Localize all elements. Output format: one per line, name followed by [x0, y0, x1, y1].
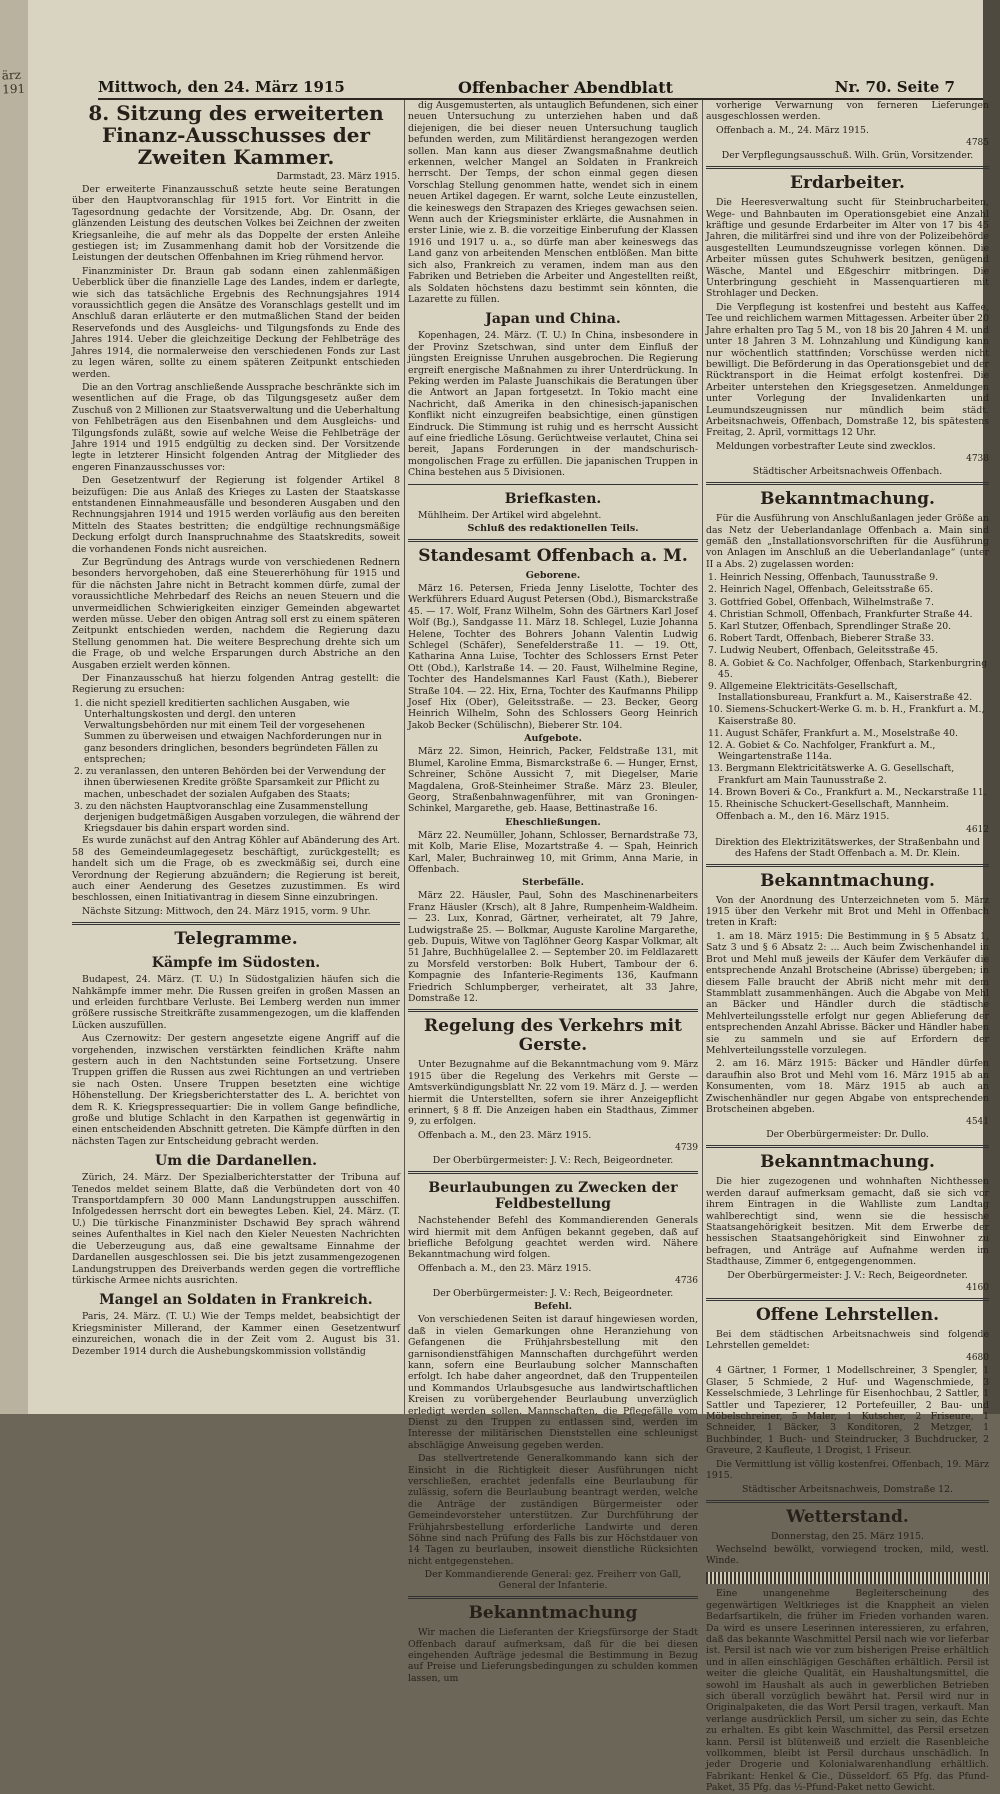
col1-p2: Finanzminister Dr. Braun gab sodann einen zahlenmäßigen Ueberblick über die finanzielle Lage des Landes, indem er darlegte, wie sich das tatsächliche Ergebnis des Rechnungsjahres 1914 voraussichtlich gegen die Ansätze des Voranschlags gestellt und im Anschluß daran erläuterte er den mutmaßlichen Stand der beiden Reservefonds und des Ausgleichs- und Tilgungsfonds zu Ende des Jahres 1914. Ueber die gleichzeitige Deckung der Fehlbeträge des Jahres 1914, die normalerweise den verschiedenen Fonds zur Last zu legen wären, sollte zu einem späteren Zeitpunkt entschieden werden.	[72, 265, 400, 380]
col3-s3: Städtischer Arbeitsnachweis Offenbach.	[752, 466, 943, 478]
briefkasten-title: Briefkasten.	[504, 490, 602, 507]
firm-item: 7. Ludwig Neubert, Offenbach, Geleitsstraße 45.	[708, 645, 939, 657]
col3-rule6	[706, 1500, 989, 1503]
befehl-label: Befehl.	[533, 1301, 573, 1313]
col3-n7: 4680	[966, 1353, 989, 1364]
col2-n7: 4739	[675, 1143, 698, 1154]
firm-item: 8. A. Gobiet & Co. Nachfolger, Offenbach, Starkenburgring 45.	[708, 657, 988, 680]
col1-p3: Die an den Vortrag anschließende Aussprache beschränkte sich im wesentlichen auf die Frage, ob das Tilgungsgesetz außer dem Zuschuß von 2 Millionen zur Staatsverwaltung und die Ueberhaltung von Fehlbeträgen aus den Eisenbahnen und dem Ausgleichs- und Tilgungsfonds zuläßt, sowie auf welche Weise die Fehlbeträge der Jahre 1914 und 1915 endgültig zu decken sind. Der Vorsitzende legte in letzterer Hinsicht folgenden Antrag der Mitglieder des engeren Finanzausschusses vor:	[72, 381, 400, 473]
header-page: Nr. 70. Seite 7	[834, 78, 955, 96]
col3-p1: vorherige Verwarnung von ferneren Lieferungen ausgeschlossen werden.	[706, 100, 989, 123]
briefkasten-text: Mühlheim. Der Artikel wird abgelehnt.	[418, 509, 602, 521]
column-1	[68, 100, 405, 1414]
standesamt-title: Standesamt Offenbach a. M.	[418, 546, 688, 566]
col2-rule3	[408, 1009, 698, 1012]
col3-rule4	[706, 1145, 989, 1148]
col3-n6: 4160	[966, 1282, 989, 1293]
col2-n8: 4736	[675, 1276, 698, 1287]
col1-p4: Den Gesetzentwurf der Regierung ist folgender Artikel 8 beizufügen: Die aus Anlaß des Krieges zu Lasten der Staatskasse entstandenen Einnahmeausfälle und besonderen Ausgaben und den Rechnungsjahren 1914 und 1915 werden vorläufig aus den bereiten Mitteln des Staates bestritten; die endgültige rechnungsmäßige Deckung erfolgt durch Inanspruchnahme des Staatskredits, soweit die vorhandenen Fonds nicht ausreichen.	[72, 475, 400, 555]
decorative-stripe	[706, 1572, 989, 1584]
col3-p7: Bei dem städtischen Arbeitsnachweis sind folgende Lehrstellen gemeldet:	[706, 1328, 989, 1352]
col3-n4: 4612	[966, 824, 989, 835]
firm-item: 1. Heinrich Nessing, Offenbach, Taunusstraße 9.	[708, 572, 939, 584]
col3-s5: Der Oberbürgermeister: Dr. Dullo.	[766, 1129, 929, 1141]
firm-item: 14. Brown Boveri & Co., Frankfurt a. M., Neckarstraße 11.	[708, 786, 987, 798]
col1-p12: Paris, 24. März. (T. U.) Wie der Temps meldet, beabsichtigt der Kriegsminister Millerand, der Kammer einen Gesetzentwurf einzureichen, wonach die in der Zeit vom 2. August bis 31. Dezember 1914 durch die Aushebungskommission vollständig	[72, 1311, 400, 1357]
firm-item: 5. Karl Stutzer, Offenbach, Sprendlinger Straße 20.	[708, 621, 952, 632]
col2-p5: März 22. Neumüller, Johann, Schlosser, Bernardstraße 73, mit Kolb, Marie Elise, Mozartstraße 4. — Spah, Heinrich Karl, Maler, Buchrainweg 10, mit Grimm, Anna Marie, in Offenbach.	[408, 829, 698, 875]
col1-rule	[72, 922, 400, 925]
col1-li1: 1. die nicht speziell kreditierten sachlichen Ausgaben, wie Unterhaltungskosten und dergl. den unteren Verwaltungsbehörden nur mit einem Teil der vorgesehenen Summen zu überweisen und etwaigen Nachforderungen nur in ganz besonders dringlichen, besonders begründeten Fällen zu entsprechen;	[74, 697, 382, 765]
col1-p8: Nächste Sitzung: Mittwoch, den 24. März 1915, vorm. 9 Uhr.	[82, 905, 371, 917]
japan-title: Japan und China.	[485, 311, 621, 328]
col3-s7: Städtischer Arbeitsnachweis, Domstraße 12.	[742, 1483, 953, 1495]
col1-dateline: Darmstadt, 23. März 1915.	[276, 172, 400, 182]
col2-p10b: Der Kommandierende General: gez. Freiherr von Gall, General der Infanterie.	[424, 1569, 682, 1592]
edge-text: ärz 191	[1, 67, 26, 97]
col1-p5: Zur Begründung des Antrags wurde von verschiedenen Rednern besonders hervorgehoben, daß eine Steuererhöhung für 1915 und für die nächsten Jahre nicht in Betracht kommen dürfe, zumal der voraussichtliche Mehrbedarf des Reichs an neuen Steuern und die unvermeidlichen Schwierigkeiten einziger Gemeinden abgewartet werden müsse. Ueber den obigen Antrag soll erst zu einem späteren Zeitpunkt entschieden werden, nachdem die Regierung dazu Stellung genommen hat. Die weitere Besprechung drehte sich um die Frage, ob und welche Ersparungen durch Abstriche an den Ausgaben erzielt werden können.	[72, 557, 400, 671]
col2-p8: Nachstehender Befehl des Kommandierenden Generals wird hiermit mit dem Anfügen bekannt gegeben, daß auf briefliche Befolgung geachtet werden wird. Nähere Bekanntmachung wird folgen.	[408, 1215, 698, 1261]
col2-p9: Von verschiedenen Seiten ist darauf hingewiesen worden, daß in vielen Gemarkungen ohne Heranziehung von Gefangenen die Frühjahrsbestellung mit den garnisondienstfähigen Mannschaften durchgeführt werden kann, sofern eine Beurlaubung solcher Mannschaften erfolgt. Ich habe daher angeordnet, daß den Truppenteilen und Kommandos Urlaubsgesuche aus landwirtschaftlichen Kreisen zu vorübergehender Beurlaubung unverzüglich erledigt werden sollen. Mannschaften, die Pflegefälle vom Dienst zu den Truppen zu entlassen sind, werden im Interesse der militärischen Dienststellen eine schleunigst abschlägige Anweisung gegeben werden.	[408, 1314, 698, 1451]
col2-rule1	[408, 484, 698, 485]
erdarbeiter-title: Erdarbeiter.	[790, 173, 905, 194]
kaempfe-title: Kämpfe im Südosten.	[151, 955, 321, 972]
col2-p6: März 22. Häusler, Paul, Sohn des Maschinenarbeiters Franz Häusler (Krsch), alt 8 Jahre, Rumpenheim-Waldheim. — 23. Lux, Konrad, Gärtner, verheiratet, alt 79 Jahre, Ludwigstraße 25. — Bolkmar, Auguste Karoline Margarethe, geb. Dupuis, Witwe von Taglöhner Georg Kaspar Volkmar, alt 51 Jahre, Buchhügelallee 2. — September 20. im Feldlazarett zu Morsfeld verstorben: Bolk Hubert, Tambour der 6. Kompagnie des Infanterie-Regiments 136, Kaufmann Friedrich Schlumpberger, verheiratet, alt 33 Jahre, Domstraße 12.	[408, 890, 698, 1004]
col2-p1: dig Ausgemusterten, als untauglich Befundenen, sich einer neuen Untersuchung zu unterziehen haben und daß diejenigen, die bei dieser neuen Untersuchung tauglich befunden werden, zum Militärdienst herangezogen werden sollen. Man kann aus dieser Zwangsmaßnahme deutlich erkennen, welcher Mangel an Soldaten in Frankreich herrscht. Der Temps, der schon einmal gegen diesen Vorschlag Stellung genommen hatte, wendet sich in einem neuen Artikel dagegen. Er warnt, solche Leute einzustellen, die keineswegs den Strapazen des Krieges gewachsen seien. Wenn auch der Kriegsminister erklärte, die Ausnahmen in erster Linie, wie z. B. die vorzeitige Einberufung der Klassen 1916 und 1917 u. a., so dürfe man aber keineswegs das Land ganz von arbeitenden Menschen entblößen. Man bitte sich also, Frankreich zu veramen, indem man aus den Fabriken und Betrieben die Arbeiter und Angestellten reißt, als Soldaten höchstens dazu bestimmt sein könnten, die Lazarette zu füllen.	[408, 100, 698, 305]
col3-p2: Die Heeresverwaltung sucht für Steinbrucharbeiten, Wege- und Bahnbauten im Operationsgebiet eine Anzahl kräftige und gesunde Erdarbeiter im Alter von 17 bis 45 Jahren, die militärfrei sind und ihre von der Polizeibehörde ausgestellten Leumundszeugnisse vorlegen können. Die Arbeiter müssen gutes Schuhwerk besitzen, genügend Wäsche, Mantel und Eßgeschirr mitbringen. Die Unterbringung geschieht in Massenquartieren mit Strohlager und Decken.	[706, 197, 989, 300]
col2-s8: Der Oberbürgermeister: J. V.: Rech, Beigeordneter.	[432, 1288, 674, 1300]
col1-li2: 2. zu veranlassen, den unteren Behörden bei der Verwendung der ihnen überwiesenen Kredite größte Sparsamkeit zur Pflicht zu machen, unbeschadet der sozialen Aufgaben des Staats;	[74, 766, 386, 800]
beurlaubungen-title: Beurlaubungen zu Zwecken der Feldbestellung	[428, 1180, 678, 1213]
firm-item: 4. Christian Schmoll, Offenbach, Frankfurter Straße 44.	[708, 608, 973, 620]
aufgebote-label: Aufgebote.	[524, 733, 582, 745]
firm-item: 15. Rheinische Schuckert-Gesellschaft, Mannheim.	[708, 799, 949, 811]
col3-n3: 4738	[966, 454, 989, 465]
col3-p7b: 4 Gärtner, 1 Former, 1 Modellschreiner, 3 Spengler, 1 Glaser, 5 Schmiede, 2 Huf- und Wagenschmiede, 3 Kesselschmiede, 3 Lehrlinge für Eisenhochbau, 2 Sattler, 1 Sattler und Tapezierer, 12 Portefeuiller, 2 Bau- und Möbelschreiner, 5 Maler, 1 Kutscher, 2 Friseure, 1 Schneider, 1 Bäcker, 3 Konditoren, 2 Metzger, 1 Buchbinder, 1 Buch- und Steindrucker, 3 Buchdrucker, 2 Graveure, 2 Kaufleute, 1 Drogist, 1 Friseur.	[706, 1365, 989, 1457]
col3-rule5	[706, 1298, 989, 1301]
col3-p3: Die Verpflegung ist kostenfrei und besteht aus Kaffee, Tee und reichlichem warmen Mittagessen. Arbeiter über 20 Jahre erhalten pro Tag 5 M., von 18 bis 20 Jahren 4 M. und unter 18 Jahren 3 M. Lohnzahlung und Kündigung kann nur wöchentlich stattfinden; Vorschüsse werden nicht bewilligt. Die Beförderung in das Operationsgebiet und der Rücktransport in die Heimat erfolgt kostenfrei. Die Arbeiter unterstehen den Kriegsgesetzen. Anmeldungen unter Vorlegung der Invalidenkarten und Leumundszeugnissen nur mündlich beim städt. Arbeitsnachweis, Offenbach, Domstraße 12, bis spätestens Freitag, 2. April, vormittags 12 Uhr.	[706, 301, 989, 439]
previous-page-edge	[0, 0, 29, 1414]
col2-rule4	[408, 1171, 698, 1174]
col2-p7b: Offenbach a. M., den 23. März 1915.	[418, 1129, 592, 1141]
col1-p9: Budapest, 24. März. (T. U.) In Südostgalizien häufen sich die Nahkämpfe immer mehr. Die Russen greifen in großen Massen an und erleiden furchtbare Verluste. Bei Lemberg werden nun immer größere russische Streitkräfte zusammengezogen, um die klaffenden Lücken auszufüllen.	[72, 974, 400, 1031]
header-date: Mittwoch, den 24. März 1915	[98, 78, 345, 96]
gerste-title: Regelung des Verkehrs mit Gerste.	[424, 1016, 682, 1056]
col3-p8: Eine unangenehme Begleiterscheinung des gegenwärtigen Weltkrieges ist die Knappheit an vielen Bedarfsartikeln, die früher im Frieden vorhanden waren. Da wird es unsere Leserinnen interessieren, zu erfahren, daß das bekannte Waschmittel Persil nach wie vor lieferbar ist. Persil ist nach wie vor zum bisherigen Preise erhältlich und in allen einschlägigen Geschäften erhältlich. Persil ist weiter die gleiche Qualität, ein Haushaltungsmittel, die sowohl im Haushalt als auch in gewerblichen Betrieben sich überall vorzüglich bewährt hat. Persil wird nur in Originalpaketen, die das Wort Persil tragen, verkauft. Man verlange ausdrücklich Persil, um sicher zu sein, das Echte zu erhalten. Es gibt kein Waschmittel, das Persil ersetzen kann. Persil ist blütenweiß und erzielt die Rasenbleiche vollkommen, bleibt ist Persil durchaus unschädlich. In jeder Drogerie und Kolonialwarenhandlung erhältlich. Fabrikant: Henkel & Cie., Düsseldorf. 65 Pfg. das Pfund-Paket, 35 Pfg. das ½-Pfund-Paket netto Gewicht.	[706, 1588, 989, 1794]
wetter-text: Wechselnd bewölkt, vorwiegend trocken, mild, westl. Winde.	[706, 1543, 989, 1566]
col2-p8b: Offenbach a. M., den 23. März 1915.	[418, 1262, 592, 1274]
col2-p4: März 22. Simon, Heinrich, Packer, Feldstraße 131, mit Blumel, Karoline Emma, Bismarckstraße 6. — Hunger, Ernst, Schreiner, Schöne Aussicht 7, mit Diegelser, Marie Magdalena, Groß-Steinheimer Straße. März 23. Bleuler, Georg, Straßenbahnwagenführer, mit van Groningen-Schinkel, Margarethe, geb. Haase, Bettinastraße 16.	[408, 746, 698, 815]
col3-p5c: 2. am 16. März 1915: Bäcker und Händler dürfen daraufhin also Brot und Mehl vom 16. März 1915 ab an Konsumenten, vom 18. März 1915 ab auch an Zwischenhändler nur gegen Abgabe von entsprechenden Brotscheinen abgeben.	[706, 1058, 989, 1115]
col2-p2: Kopenhagen, 24. März. (T. U.) In China, insbesondere in der Provinz Szetschwan, sind unter dem Einfluß der jüngsten Ereignisse Unruhen ausgebrochen. Die Regierung ergreift energische Maßnahmen zu ihrer Unterdrückung. In Peking werden im Palaste Juanschikais die Beratungen über die Antwort an Japan fortgesetzt. In Tokio macht eine Nachricht, daß Amerika in den chinesisch-japanischen Konflikt nicht einzugreifen beabsichtige, einen günstigen Eindruck. Die Stimmung ist ruhig und es herrscht Aussicht auf eine friedliche Lösung. Gerüchtweise verlautet, China sei bereit, Japans Forderungen in der mandschurisch-mongolischen Frage zu erfüllen. Die japanischen Truppen in China bestehen aus 5 Divisionen.	[408, 330, 698, 479]
col3-rule1	[706, 166, 989, 169]
bekanntmachung-2-title: Bekanntmachung.	[760, 870, 935, 891]
col2-rule2	[408, 539, 698, 542]
col3-n1: 4785	[966, 138, 989, 149]
col3-p4: Für die Ausführung von Anschlußanlagen jeder Größe an das Netz der Ueberlandanlage Offenbach a. Main sind gemäß den „Installationsvorschriften für die Ausführung von Anlagen im Anschluß an die Ueberlandanlage“ (unter II a Abs. 2) zugelassen worden:	[706, 513, 989, 570]
col2-bek-title: Bekanntmachung	[468, 1603, 638, 1624]
lehrstellen-title: Offene Lehrstellen.	[755, 1304, 939, 1325]
newspaper-page	[28, 0, 989, 1794]
col2-p3: März 16. Petersen, Frieda Jenny Liselotte, Tochter des Werkführers Eduard August Petersen (Obd.), Bismarckstraße 45. — 17. Wolf, Franz Wilhelm, Sohn des Gärtners Karl Josef Wolf (Bg.), Sandgasse 11. März 18. Schlegel, Luzie Johanna Helene, Tochter des Bohrers Johann Valentin Ludwig Schlegel (Schäfer), Senefelderstraße 11. — 19. Ott, Katharina Anna Luise, Tochter des Schlossers Ernst Peter Ott (Obd.), Karlstraße 14. — 20. Faust, Wilhelmine Regine, Tochter des Handelsmannes Karl Faust (Kath.), Bieberer Straße 104. — 22. Hix, Erna, Tochter des Kaufmanns Philipp Josef Hix (Ober), Geleitsstraße. — 23. Becker, Georg Heinrich Wilhelm, Sohn des Schlossers Georg Heinrich Jakob Becker (Schülischn), Bieberer Str. 104.	[408, 583, 698, 731]
column-2	[404, 100, 703, 1684]
sterbefaelle-label: Sterbefälle.	[522, 877, 584, 889]
firm-item: 11. August Schäfer, Frankfurt a. M., Moselstraße 40.	[708, 727, 958, 739]
col3-s6: Der Oberbürgermeister: J. V.: Rech, Beigeordneter.	[727, 1269, 968, 1281]
col1-p7: Es wurde zunächst auf den Antrag Köhler auf Abänderung des Art. 58 des Gemeindeumlagegesetz beschäftigt, zurückgestellt; es handelt sich um die Frage, ob es zweckmäßig sei, durch eine Verordnung der Regierung abzuändern; die Regierung ist bereit, auch einer Aenderung des Gesetzes zuzustimmen. Es wird beschlossen, einen Initiativantrag in diesem Sinne einzubringen.	[72, 835, 400, 904]
firm-item: 3. Gottfried Gobel, Offenbach, Wilhelmstraße 7.	[708, 596, 934, 608]
header-title: Offenbacher Abendblatt	[458, 78, 674, 97]
geborene-label: Geborene.	[525, 570, 581, 581]
firm-item: 12. A. Gobiet & Co. Nachfolger, Frankfurt a. M., Weingartenstraße 114a.	[708, 740, 936, 763]
col1-p6: Der Finanzausschuß hat hierzu folgenden Antrag gestellt: die Regierung zu ersuchen:	[72, 673, 400, 696]
firm-item: 6. Robert Tardt, Offenbach, Bieberer Straße 33.	[708, 633, 935, 645]
eheschliessungen-label: Eheschließungen.	[505, 816, 601, 828]
col3-p7c: Die Vermittlung ist völlig kostenfrei. Offenbach, 19. März 1915.	[706, 1458, 989, 1482]
col3-p6: Die hier zugezogenen und wohnhaften Nichthessen werden darauf aufmerksam gemacht, daß sie sich vor ihrem Eintragen in die Wahlliste zum Landtag wahlberechtigt sind, wenn sie die hessische Staatsangehörigkeit besitzen. Mit dem Erwerbe der hessischen Staatsangehörigkeit sind Einwohner zu befragen, und Anträge auf Aufnahme werden im Stadthause, Zimmer 6, entgegengenommen.	[706, 1176, 989, 1268]
col2-p10: Das stellvertretende Generalkommando kann sich der Einsicht in die Richtigkeit dieser Ausführungen nicht verschließen, erachtet jedenfalls eine Beurlaubung für zulässig, sofern die Beurlaubung beantragt werden, welche die Anträge der zuständigen Bürgermeister oder Gemeindevorsteher unterstützen. Zur Durchführung der Frühjahrsbestellung erforderliche Landwirte und deren Söhne sind nach Prüfung des Falls bis zur Höchstdauer von 14 Tagen zu beurlauben, insoweit dienstliche Rücksichten nicht entgegenstehen.	[408, 1453, 698, 1567]
schluss-text: Schluß des redaktionellen Teils.	[467, 523, 639, 534]
bekanntmachung-1-title: Bekanntmachung.	[760, 489, 935, 510]
column-3	[700, 100, 995, 1794]
col3-n5: 4541	[966, 1117, 989, 1128]
firm-list	[706, 572, 989, 810]
col3-rule3	[706, 864, 989, 867]
firm-item: 10. Siemens-Schuckert-Werke G. m. b. H., Frankfurt a. M., Kaiserstraße 80.	[708, 704, 985, 727]
col1-li3: 3. zu den nächsten Hauptvoranschlag eine Zusammenstellung derjenigen budgetmäßigen Ausgaben vorzulegen, die während der Kriegsdauer bis dahin erspart worden sind.	[74, 800, 400, 835]
col3-s4: Direktion des Elektrizitätswerkes, der Straßenbahn und des Hafens der Stadt Offenbach a. M. Dr. Klein.	[715, 836, 980, 859]
col1-p11: Zürich, 24. März. Der Spezialberichterstatter der Tribuna auf Tenedos meldet seinem Blatte, daß die Verbündeten dort von 40 Transportdampfern 30 000 Mann Landungstruppen ausschiffen. Infolgedessen herrscht dort ein bewegtes Leben. Kiel, 24. März. (T. U.) Die türkische Finanzminister Dschawid Bey sprach während seines Aufenthaltes in Kiel nach den Kieler Neuesten Nachrichten die Ueberzeugung aus, daß eine gewaltsame Einnahme der Dardanellen ausgeschlossen sei. Die bis jetzt zusammengezogenen Landungstruppen des Dreiverbands werden gegen die vortreffliche türkische Armee nichts ausrichten.	[72, 1172, 400, 1286]
col1-p1: Der erweiterte Finanzausschuß setzte heute seine Beratungen über den Hauptvoranschlag für 1915 fort. Vor Eintritt in die Tagesordnung gedachte der Vorsitzende, Abg. Dr. Osann, der glänzenden Leistung des deutschen Volkes bei Zeichnen der zweiten Kriegsanleihe, die auf mehr als das Doppelte der ersten Anleihe gestiegen ist; im Zusammenhang damit hob der Vorsitzende die Leistungen der deutschen Offenbahnen im Krieg rühmend hervor.	[72, 184, 400, 264]
dardanellen-title: Um die Dardanellen.	[155, 1153, 317, 1170]
firm-item: 2. Heinrich Nagel, Offenbach, Geleitsstraße 65.	[708, 584, 934, 596]
col3-p1b: Offenbach a. M., 24. März 1915.	[716, 124, 869, 136]
col3-p5b: 1. am 18. März 1915: Die Bestimmung in § 5 Absatz 1, Satz 3 und § 6 Absatz 2: ... Auch beim Zwischenhandel in Brot und Mehl muß jeweils der Käufer dem Verkäufer die entsprechende Anzahl Brotscheine (Abrisse) übergeben; in diesem Falle braucht der Abriß nicht mehr mit dem Stammblatt zusammenhängen. Auch die Abgabe von Mehl an Bäcker und Händler durch die städtische Mehlverteilungsstelle erfolgt nur gegen Ablieferung der entsprechenden Anzahl Abrisse. Bäcker und Händler haben sie zu sammeln und sie auf Erfordern der Mehlverteilungsstelle vorzulegen.	[706, 930, 989, 1056]
col3-s1: Der Verpflegungsausschuß. Wilh. Grün, Vorsitzender.	[721, 150, 974, 162]
col2-rule5	[408, 1596, 698, 1599]
bekanntmachung-3-title: Bekanntmachung.	[760, 1152, 935, 1173]
col2-p11: Wir machen die Lieferanten der Kriegsfürsorge der Stadt Offenbach darauf aufmerksam, daß für die bei diesen eingehenden Aufträge jedesmal die Bestimmung in Bezug auf Preise und Lieferungsbedingungen zu schulden kommen lassen, um	[408, 1627, 698, 1684]
col1-title: 8. Sitzung des erweiterten Finanz-Ausschusses der Zweiten Kammer.	[88, 101, 384, 169]
col3-rule2	[706, 482, 989, 485]
col3-p4b: Offenbach a. M., den 16. März 1915.	[716, 811, 890, 823]
wetter-date: Donnerstag, den 25. März 1915.	[771, 1530, 924, 1542]
firm-item: 13. Bergmann Elektricitätswerke A. G. Gesellschaft, Frankfurt am Main Taunusstraße 2.	[708, 763, 955, 786]
col2-p7: Unter Bezugnahme auf die Bekanntmachung vom 9. März 1915 über die Regelung des Verkehrs mit Gerste — Amtsverkündigungsblatt Nr. 22 vom 19. März d. J. — werden hiermit die Unterstellten, sofern sie ihrer Anzeigepflicht erinnert, § 8 ff. Die Anzeigen haben ein Stadthaus, Zimmer 9, zu erfolgen.	[408, 1059, 698, 1128]
mangel-title: Mangel an Soldaten in Frankreich.	[99, 1292, 373, 1309]
telegramme-title: Telegramme.	[174, 929, 298, 950]
col3-p3b: Meldungen vorbestrafter Leute sind zwecklos.	[716, 440, 936, 452]
wetterstand-title: Wetterstand.	[786, 1506, 909, 1527]
col1-p10: Aus Czernowitz: Der gestern angesetzte eigene Angriff auf die vorgehenden, inzwischen verstärkten feindlichen Kräfte nahm gestern auch in den Nachtstunden seine Fortsetzung. Unsere Truppen griffen die Russen aus zwei Richtungen an und vertrieben sie nach Osten. Unsere Truppen besetzten eine wichtige Höhenstellung. Der Kriegsberichterstatter des L. A. berichtet von dem R. K. Kriegspressequartier: Die in vollem Gange befindliche, große und blutige Schlacht in den Karpathen ist gegenwärtig in einen entscheidenden Abschnitt getreten. Die Kämpfe dürften in den nächsten Tagen zur Entscheidung gebracht werden.	[72, 1033, 400, 1147]
col3-p5: Von der Anordnung des Unterzeichneten vom 5. März 1915 über den Verkehr mit Brot und Mehl in Offenbach treten in Kraft:	[706, 894, 989, 929]
page-header	[98, 76, 983, 100]
col2-s7: Der Oberbürgermeister: J. V.: Rech, Beigeordneter.	[432, 1155, 674, 1167]
firm-item: 9. Allgemeine Elektricitäts-Gesellschaft, Installationsbureau, Frankfurt a. M., Kaiserstraße 42.	[708, 681, 973, 704]
